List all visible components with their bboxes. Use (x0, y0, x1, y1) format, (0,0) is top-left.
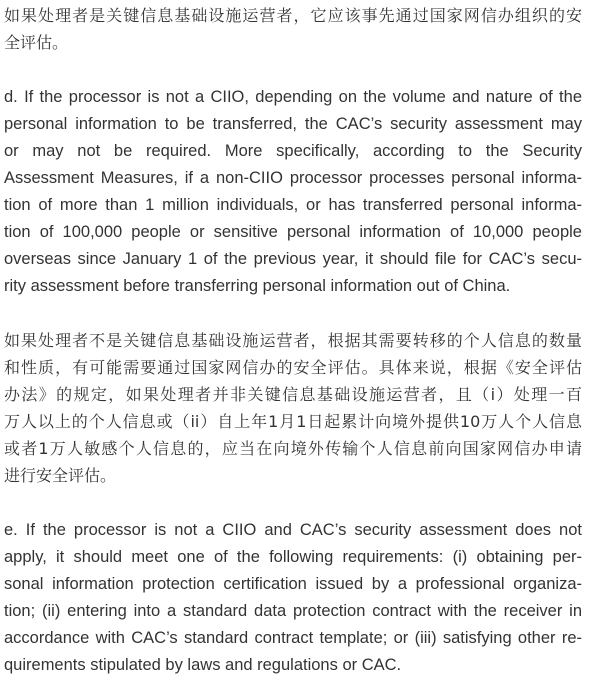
paragraph-3-line-1: 如果处理者不是关键信息基础设施运营者，根据其需要转移的个人信息的数量 (4, 331, 582, 350)
paragraph-d-line-7: overseas since January 1 of the previous year, it should file for CAC’s secu- (4, 250, 582, 268)
paragraph-d-line-1: d. If the processor is not a CIIO, depending on the volume and nature of the (4, 88, 582, 106)
paragraph-e-line-4: tion; (ii) entering into a standard data protection contract with the receiver in (4, 602, 582, 620)
paragraph-e-line-2: apply, it should meet one of the following requirements: (i) obtaining per- (4, 548, 582, 566)
paragraph-d-line-4: Assessment Measures, if a non-CIIO processor processes personal informa- (4, 169, 582, 187)
paragraph-3-line-2: 和性质，有可能需要通过国家网信办的安全评估。具体来说，根据《安全评估 (4, 358, 582, 377)
paragraph-d-line-6: tion of 100,000 people or sensitive personal information of 10,000 people (4, 223, 582, 241)
paragraph-d-line-2: personal information to be transferred, the CAC’s security assessment may (4, 115, 582, 133)
paragraph-d-line-8: rity assessment before transferring personal information out of China. (4, 277, 511, 295)
paragraph-d-line-3: or may not be required. More specifically, according to the Security (4, 142, 582, 160)
paragraph-1-line-2: 全评估。 (4, 33, 69, 52)
paragraph-3-line-4: 万人以上的个人信息或（ii）自上年1月1日起累计向境外提供10万人个人信息 (4, 412, 582, 431)
paragraph-e-line-6: quirements stipulated by laws and regulations or CAC. (4, 656, 402, 674)
paragraph-1-line-1: 如果处理者是关键信息基础设施运营者，它应该事先通过国家网信办组织的安 (4, 6, 582, 25)
paragraph-e-line-5: accordance with CAC’s standard contract template; or (iii) satisfying other re- (4, 629, 582, 647)
paragraph-e-line-3: sonal information protection certification issued by a professional organiza- (4, 575, 582, 593)
paragraph-3-line-3: 办法》的规定，如果处理者并非关键信息基础设施运营者，且（i）处理一百 (4, 385, 582, 404)
paragraph-e-line-1: e. If the processor is not a CIIO and CAC’s security assessment does not (4, 521, 582, 539)
paragraph-3-line-5: 或者1万人敏感个人信息的，应当在向境外传输个人信息前向国家网信办申请 (4, 439, 582, 458)
paragraph-3-line-6: 进行安全评估。 (4, 466, 117, 485)
paragraph-d-line-5: tion of more than 1 million individuals, or has transferred personal informa- (4, 196, 582, 214)
